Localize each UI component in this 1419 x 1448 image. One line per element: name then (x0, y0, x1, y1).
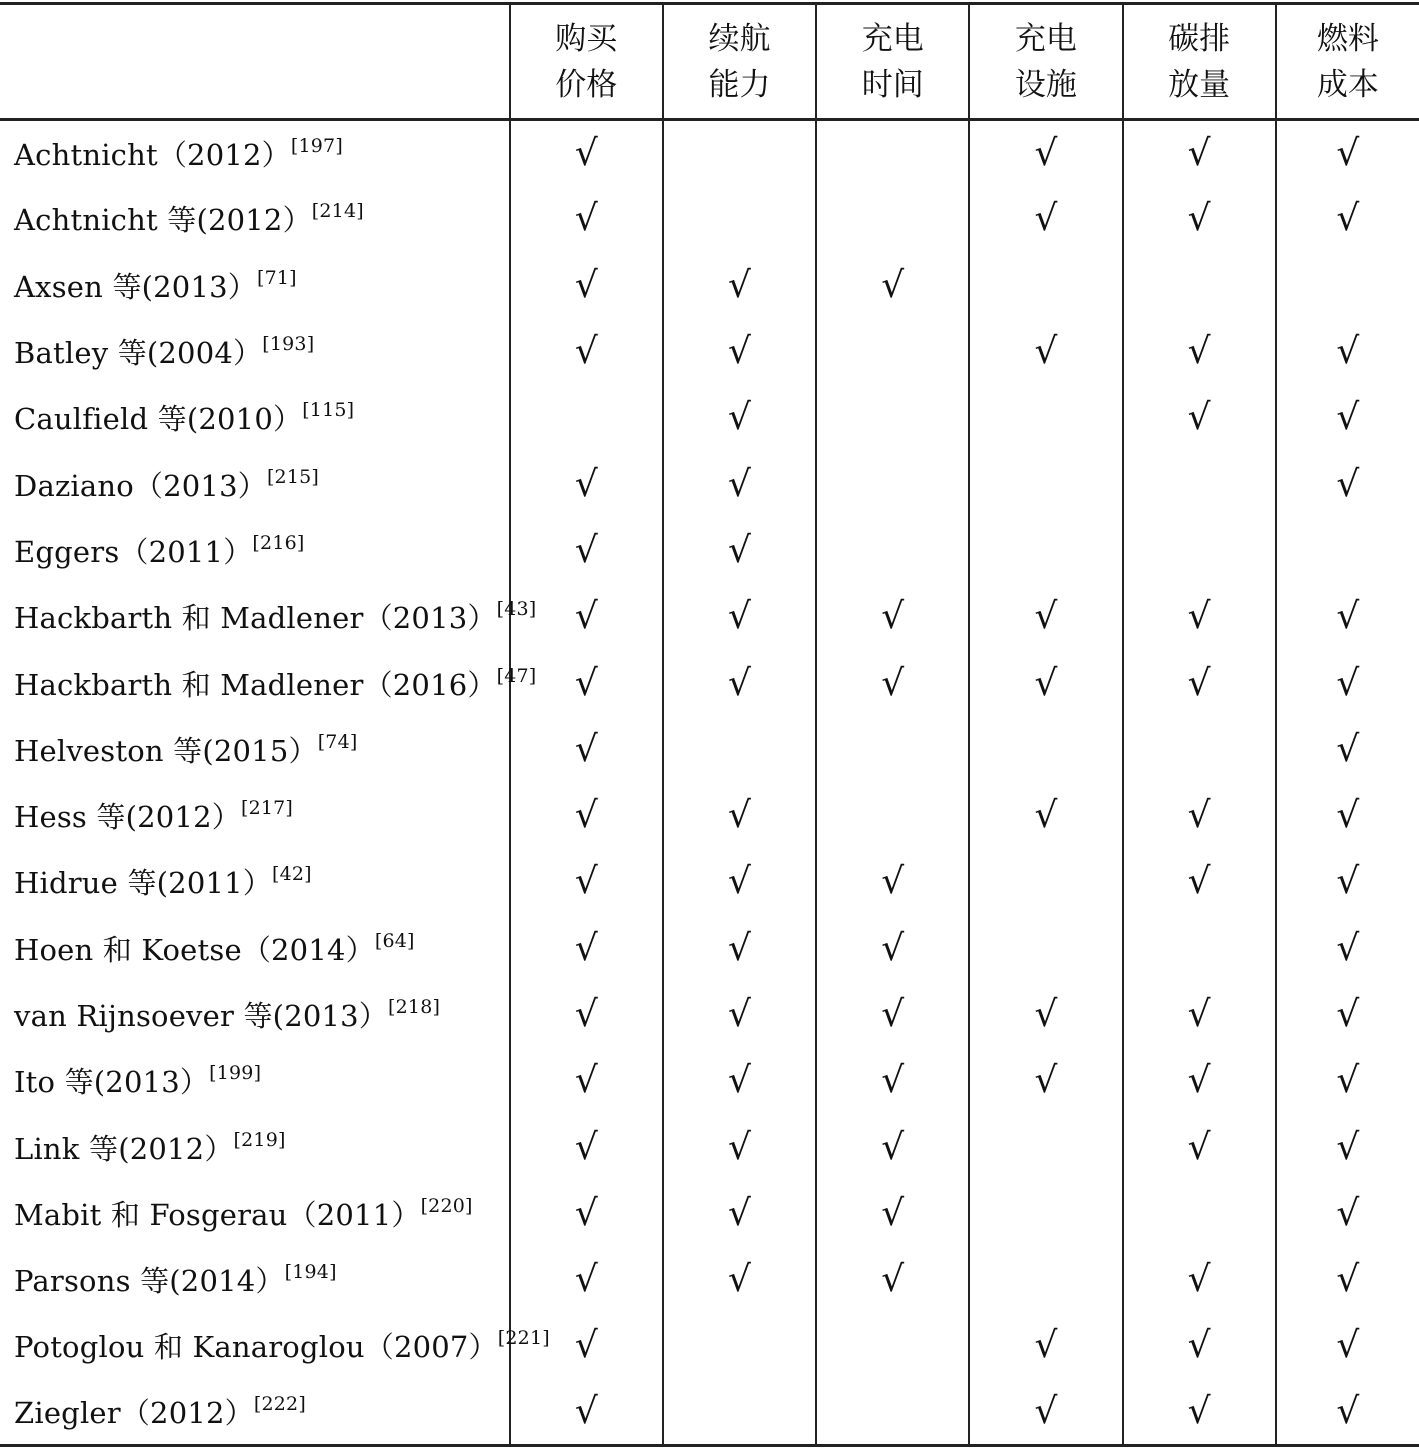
table-row (0, 716, 1419, 782)
study-name: Achtnicht（2012） (14, 137, 291, 172)
study-name: Mabit 和 Fosgerau（2011） (14, 1197, 421, 1232)
table-row (0, 1180, 1419, 1246)
attribute-cell (510, 1379, 663, 1445)
attribute-cell (1276, 1379, 1419, 1445)
check-mark-icon: √ (574, 795, 598, 837)
header-fuel-cost: 燃料 成本 (1276, 4, 1419, 120)
table-row (0, 186, 1419, 252)
check-mark-icon: √ (1336, 1192, 1360, 1234)
check-mark-icon: √ (574, 264, 598, 306)
attribute-cell (663, 981, 816, 1047)
attribute-cell (816, 849, 969, 915)
attribute-cell (969, 981, 1122, 1047)
study-name: Daziano（2013） (14, 468, 267, 503)
check-mark-icon: √ (1336, 1325, 1360, 1367)
study-name: Ziegler（2012） (14, 1396, 254, 1431)
check-mark-icon: √ (728, 463, 751, 505)
table-row (0, 650, 1419, 716)
check-mark-icon: √ (1034, 331, 1058, 373)
study-name: Hidrue 等(2011） (14, 866, 272, 901)
check-mark-icon: √ (1336, 795, 1360, 837)
table-row (0, 385, 1419, 451)
check-mark-icon: √ (881, 1126, 905, 1168)
check-mark-icon: √ (574, 331, 598, 373)
attribute-cell (510, 849, 663, 915)
attribute-cell (969, 915, 1122, 981)
check-mark-icon: √ (574, 1192, 598, 1234)
attribute-cell (663, 1379, 816, 1445)
reference-number: [215] (266, 465, 320, 488)
attribute-cell (816, 584, 969, 650)
check-mark-icon: √ (1187, 331, 1211, 373)
check-mark-icon: √ (1336, 331, 1360, 373)
attribute-cell (1123, 1247, 1276, 1313)
check-mark-icon: √ (1336, 132, 1360, 174)
check-mark-icon: √ (1187, 1060, 1211, 1102)
check-mark-icon: √ (1187, 1126, 1211, 1168)
check-mark-icon: √ (728, 596, 751, 638)
table-row (0, 1313, 1419, 1379)
reference-number: [219] (233, 1128, 286, 1151)
attribute-cell (1276, 981, 1419, 1047)
study-cell (0, 915, 510, 981)
study-name: Achtnicht 等(2012） (14, 203, 312, 238)
study-name: van Rijnsoever 等(2013） (14, 999, 388, 1033)
literature-attribute-table (0, 2, 1419, 1447)
check-mark-icon: √ (881, 1060, 905, 1102)
attribute-cell (1123, 782, 1276, 848)
check-mark-icon: √ (1336, 596, 1360, 638)
attribute-cell (969, 318, 1122, 384)
attribute-cell (969, 385, 1122, 451)
attribute-cell (969, 650, 1122, 716)
attribute-cell (663, 1048, 816, 1114)
table-body (0, 120, 1419, 1446)
attribute-cell (816, 1313, 969, 1379)
table-row (0, 252, 1419, 318)
study-name: Hess 等(2012） (14, 800, 241, 835)
reference-number: [43] (496, 598, 537, 621)
header-row (0, 4, 1419, 120)
attribute-cell (1123, 849, 1276, 915)
study-name: Batley 等(2004） (14, 336, 263, 371)
check-mark-icon: √ (1187, 994, 1211, 1035)
attribute-cell (510, 252, 663, 318)
check-mark-icon: √ (574, 529, 598, 571)
attribute-cell (969, 517, 1122, 583)
study-cell (0, 451, 510, 517)
reference-number: [42] (271, 863, 312, 886)
reference-number: [115] (302, 399, 355, 422)
check-mark-icon: √ (1034, 1060, 1058, 1102)
check-mark-icon: √ (881, 662, 905, 704)
table-row (0, 849, 1419, 915)
reference-number: [47] (496, 664, 537, 687)
attribute-cell (1276, 1247, 1419, 1313)
attribute-cell (663, 849, 816, 915)
check-mark-icon: √ (881, 1192, 905, 1234)
reference-number: [74] (317, 730, 358, 753)
header-purchase-price: 购买 价格 (510, 4, 663, 120)
attribute-cell (816, 451, 969, 517)
study-cell (0, 186, 510, 252)
study-cell (0, 252, 510, 318)
attribute-cell (1123, 584, 1276, 650)
check-mark-icon: √ (728, 529, 751, 571)
header-charging-facilities: 充电 设施 (969, 4, 1122, 120)
check-mark-icon: √ (881, 994, 905, 1035)
attribute-cell (969, 1247, 1122, 1313)
study-cell (0, 1114, 510, 1180)
attribute-cell (1123, 1048, 1276, 1114)
check-mark-icon: √ (1336, 1391, 1360, 1433)
study-name: Hackbarth 和 Madlener（2013） (14, 601, 497, 636)
study-cell (0, 1313, 550, 1379)
reference-number: [71] (256, 266, 297, 289)
reference-number: [221] (497, 1327, 550, 1350)
attribute-cell (1276, 318, 1419, 384)
check-mark-icon: √ (728, 264, 751, 306)
check-mark-icon: √ (1336, 994, 1360, 1035)
study-cell (0, 849, 510, 915)
attribute-cell (1123, 385, 1276, 451)
table-row (0, 915, 1419, 981)
table-row (0, 517, 1419, 583)
study-cell (0, 1379, 510, 1445)
study-cell (0, 650, 537, 716)
check-mark-icon: √ (1187, 198, 1211, 240)
check-mark-icon: √ (728, 927, 751, 969)
attribute-cell (969, 186, 1122, 252)
attribute-cell (1276, 517, 1419, 583)
check-mark-icon: √ (1187, 795, 1211, 837)
attribute-cell (1123, 1180, 1276, 1246)
check-mark-icon: √ (728, 1192, 751, 1234)
attribute-cell (510, 1114, 663, 1180)
attribute-cell (816, 1048, 969, 1114)
study-name: Caulfield 等(2010） (14, 402, 303, 437)
attribute-cell (969, 1048, 1122, 1114)
attribute-cell (1123, 318, 1276, 384)
attribute-cell (816, 782, 969, 848)
attribute-cell (1276, 385, 1419, 451)
check-mark-icon: √ (574, 1126, 598, 1168)
study-cell (0, 716, 510, 782)
check-mark-icon: √ (1336, 861, 1360, 903)
check-mark-icon: √ (1034, 994, 1058, 1035)
attribute-cell (1276, 782, 1419, 848)
check-mark-icon: √ (1336, 927, 1360, 969)
check-mark-icon: √ (881, 861, 905, 903)
table-row (0, 981, 1419, 1047)
study-name: Ito 等(2013） (14, 1065, 210, 1100)
attribute-cell (510, 385, 663, 451)
attribute-cell (969, 1114, 1122, 1180)
attribute-cell (1276, 1114, 1419, 1180)
attribute-cell (1276, 915, 1419, 981)
header-study-cell (0, 4, 510, 120)
check-mark-icon: √ (1187, 1259, 1211, 1301)
attribute-cell (816, 120, 969, 186)
attribute-cell (510, 1048, 663, 1114)
check-mark-icon: √ (1187, 397, 1211, 439)
attribute-cell (1123, 252, 1276, 318)
attribute-cell (663, 120, 816, 186)
attribute-cell (816, 716, 969, 782)
attribute-cell (969, 849, 1122, 915)
check-mark-icon: √ (1336, 662, 1360, 704)
check-mark-icon: √ (881, 927, 905, 969)
attribute-cell (510, 318, 663, 384)
attribute-cell (969, 252, 1122, 318)
table-row (0, 120, 1419, 186)
attribute-cell (1276, 584, 1419, 650)
attribute-cell (816, 385, 969, 451)
attribute-cell (1276, 186, 1419, 252)
table-row (0, 1048, 1419, 1114)
attribute-cell (1276, 120, 1419, 186)
check-mark-icon: √ (1034, 1325, 1058, 1367)
attribute-cell (510, 915, 663, 981)
check-mark-icon: √ (728, 1259, 751, 1301)
attribute-cell (816, 186, 969, 252)
check-mark-icon: √ (1034, 795, 1058, 837)
attribute-cell (816, 915, 969, 981)
attribute-cell (969, 1379, 1122, 1445)
check-mark-icon: √ (574, 132, 598, 174)
check-mark-icon: √ (1336, 1060, 1360, 1102)
attribute-cell (1123, 517, 1276, 583)
check-mark-icon: √ (574, 662, 598, 704)
attribute-cell (510, 186, 663, 252)
check-mark-icon: √ (574, 1325, 598, 1367)
attribute-cell (1123, 1313, 1276, 1379)
attribute-cell (816, 650, 969, 716)
attribute-cell (510, 517, 663, 583)
reference-number: [194] (284, 1261, 337, 1284)
attribute-cell (1276, 650, 1419, 716)
attribute-cell (816, 318, 969, 384)
check-mark-icon: √ (1034, 596, 1058, 638)
attribute-cell (1123, 915, 1276, 981)
check-mark-icon: √ (1336, 1259, 1360, 1301)
attribute-cell (510, 1180, 663, 1246)
attribute-cell (510, 1247, 663, 1313)
table-row (0, 1247, 1419, 1313)
check-mark-icon: √ (1034, 662, 1058, 704)
header-carbon-emissions: 碳排 放量 (1123, 4, 1276, 120)
check-mark-icon: √ (1034, 198, 1058, 240)
check-mark-icon: √ (574, 1391, 598, 1433)
attribute-cell (510, 981, 663, 1047)
attribute-cell (510, 120, 663, 186)
attribute-cell (969, 1313, 1122, 1379)
attribute-cell (1276, 849, 1419, 915)
attribute-cell (1276, 716, 1419, 782)
study-name: Axsen 等(2013） (14, 269, 257, 304)
attribute-cell (816, 1379, 969, 1445)
check-mark-icon: √ (1034, 132, 1058, 174)
study-cell (0, 782, 510, 848)
attribute-cell (969, 716, 1122, 782)
study-name: Potoglou 和 Kanaroglou（2007） (14, 1330, 498, 1365)
check-mark-icon: √ (574, 927, 598, 969)
check-mark-icon: √ (574, 596, 598, 638)
attribute-cell (663, 517, 816, 583)
attribute-cell (1123, 120, 1276, 186)
study-name: Eggers（2011） (14, 534, 253, 569)
check-mark-icon: √ (881, 1259, 905, 1301)
reference-number: [216] (252, 531, 305, 554)
attribute-cell (1123, 451, 1276, 517)
attribute-cell (1123, 716, 1276, 782)
table-row (0, 584, 1419, 650)
attribute-cell (816, 981, 969, 1047)
attribute-cell (663, 1180, 816, 1246)
attribute-cell (663, 186, 816, 252)
attribute-cell (663, 1247, 816, 1313)
attribute-cell (663, 782, 816, 848)
study-cell (0, 584, 537, 650)
study-cell (0, 981, 510, 1047)
check-mark-icon: √ (1336, 728, 1360, 770)
table-row (0, 318, 1419, 384)
table-row (0, 1114, 1419, 1180)
attribute-cell (816, 517, 969, 583)
check-mark-icon: √ (728, 1126, 751, 1168)
attribute-cell (663, 385, 816, 451)
attribute-cell (663, 1313, 816, 1379)
header-driving-range: 续航 能力 (663, 4, 816, 120)
reference-number: [199] (209, 1062, 262, 1085)
check-mark-icon: √ (881, 264, 905, 306)
attribute-cell (1123, 981, 1276, 1047)
attribute-cell (1276, 252, 1419, 318)
check-mark-icon: √ (728, 861, 751, 903)
study-cell (0, 1247, 510, 1313)
attribute-cell (816, 252, 969, 318)
check-mark-icon: √ (574, 463, 598, 505)
table-row (0, 451, 1419, 517)
study-cell (0, 120, 510, 186)
reference-number: [220] (420, 1194, 473, 1217)
check-mark-icon: √ (1187, 1325, 1211, 1367)
check-mark-icon: √ (728, 331, 751, 373)
check-mark-icon: √ (574, 861, 598, 903)
attribute-cell (969, 782, 1122, 848)
study-cell (0, 517, 510, 583)
attribute-cell (1123, 650, 1276, 716)
attribute-cell (510, 451, 663, 517)
attribute-cell (1276, 1313, 1419, 1379)
header-charging-time: 充电 时间 (816, 4, 969, 120)
attribute-cell (510, 716, 663, 782)
reference-number: [64] (374, 929, 415, 952)
check-mark-icon: √ (881, 596, 905, 638)
reference-number: [197] (290, 134, 343, 157)
attribute-cell (663, 451, 816, 517)
study-name: Hackbarth 和 Madlener（2016） (14, 667, 497, 702)
check-mark-icon: √ (1187, 1391, 1211, 1433)
check-mark-icon: √ (574, 994, 598, 1035)
attribute-cell (969, 451, 1122, 517)
attribute-cell (663, 1114, 816, 1180)
study-cell (0, 385, 510, 451)
attribute-cell (816, 1180, 969, 1246)
attribute-cell (663, 716, 816, 782)
attribute-cell (663, 650, 816, 716)
check-mark-icon: √ (574, 198, 598, 240)
attribute-cell (510, 782, 663, 848)
check-mark-icon: √ (1187, 861, 1211, 903)
attribute-cell (969, 1180, 1122, 1246)
study-cell (0, 318, 510, 384)
check-mark-icon: √ (574, 728, 598, 770)
check-mark-icon: √ (728, 795, 751, 837)
reference-number: [193] (262, 333, 315, 356)
reference-number: [218] (388, 996, 441, 1018)
study-cell (0, 1180, 510, 1246)
attribute-cell (663, 584, 816, 650)
attribute-cell (1123, 1379, 1276, 1445)
check-mark-icon: √ (574, 1259, 598, 1301)
attribute-cell (816, 1247, 969, 1313)
reference-number: [217] (240, 797, 294, 820)
attribute-cell (969, 584, 1122, 650)
attribute-cell (1276, 1048, 1419, 1114)
check-mark-icon: √ (1187, 662, 1211, 704)
check-mark-icon: √ (1187, 596, 1211, 638)
check-mark-icon: √ (1187, 132, 1211, 174)
reference-number: [214] (311, 200, 364, 223)
attribute-cell (1276, 451, 1419, 517)
study-name: Hoen 和 Koetse（2014） (14, 932, 375, 967)
attribute-cell (969, 120, 1122, 186)
check-mark-icon: √ (1034, 1391, 1058, 1433)
check-mark-icon: √ (1336, 198, 1360, 240)
check-mark-icon: √ (1336, 397, 1360, 439)
attribute-cell (1123, 1114, 1276, 1180)
check-mark-icon: √ (574, 1060, 598, 1102)
check-mark-icon: √ (728, 1060, 751, 1102)
check-mark-icon: √ (1336, 1126, 1360, 1168)
attribute-cell (663, 252, 816, 318)
study-cell (0, 1048, 510, 1114)
attribute-cell (663, 318, 816, 384)
check-mark-icon: √ (728, 397, 751, 439)
reference-number: [222] (253, 1393, 306, 1416)
study-name: Helveston 等(2015） (14, 733, 318, 768)
check-mark-icon: √ (1336, 463, 1360, 505)
attribute-cell (816, 1114, 969, 1180)
check-mark-icon: √ (728, 994, 751, 1035)
table-row (0, 782, 1419, 848)
attribute-cell (1276, 1180, 1419, 1246)
attribute-cell (663, 915, 816, 981)
check-mark-icon: √ (728, 662, 751, 704)
table-row (0, 1379, 1419, 1445)
study-name: Link 等(2012） (14, 1131, 234, 1166)
study-name: Parsons 等(2014） (14, 1264, 285, 1299)
attribute-cell (1123, 186, 1276, 252)
